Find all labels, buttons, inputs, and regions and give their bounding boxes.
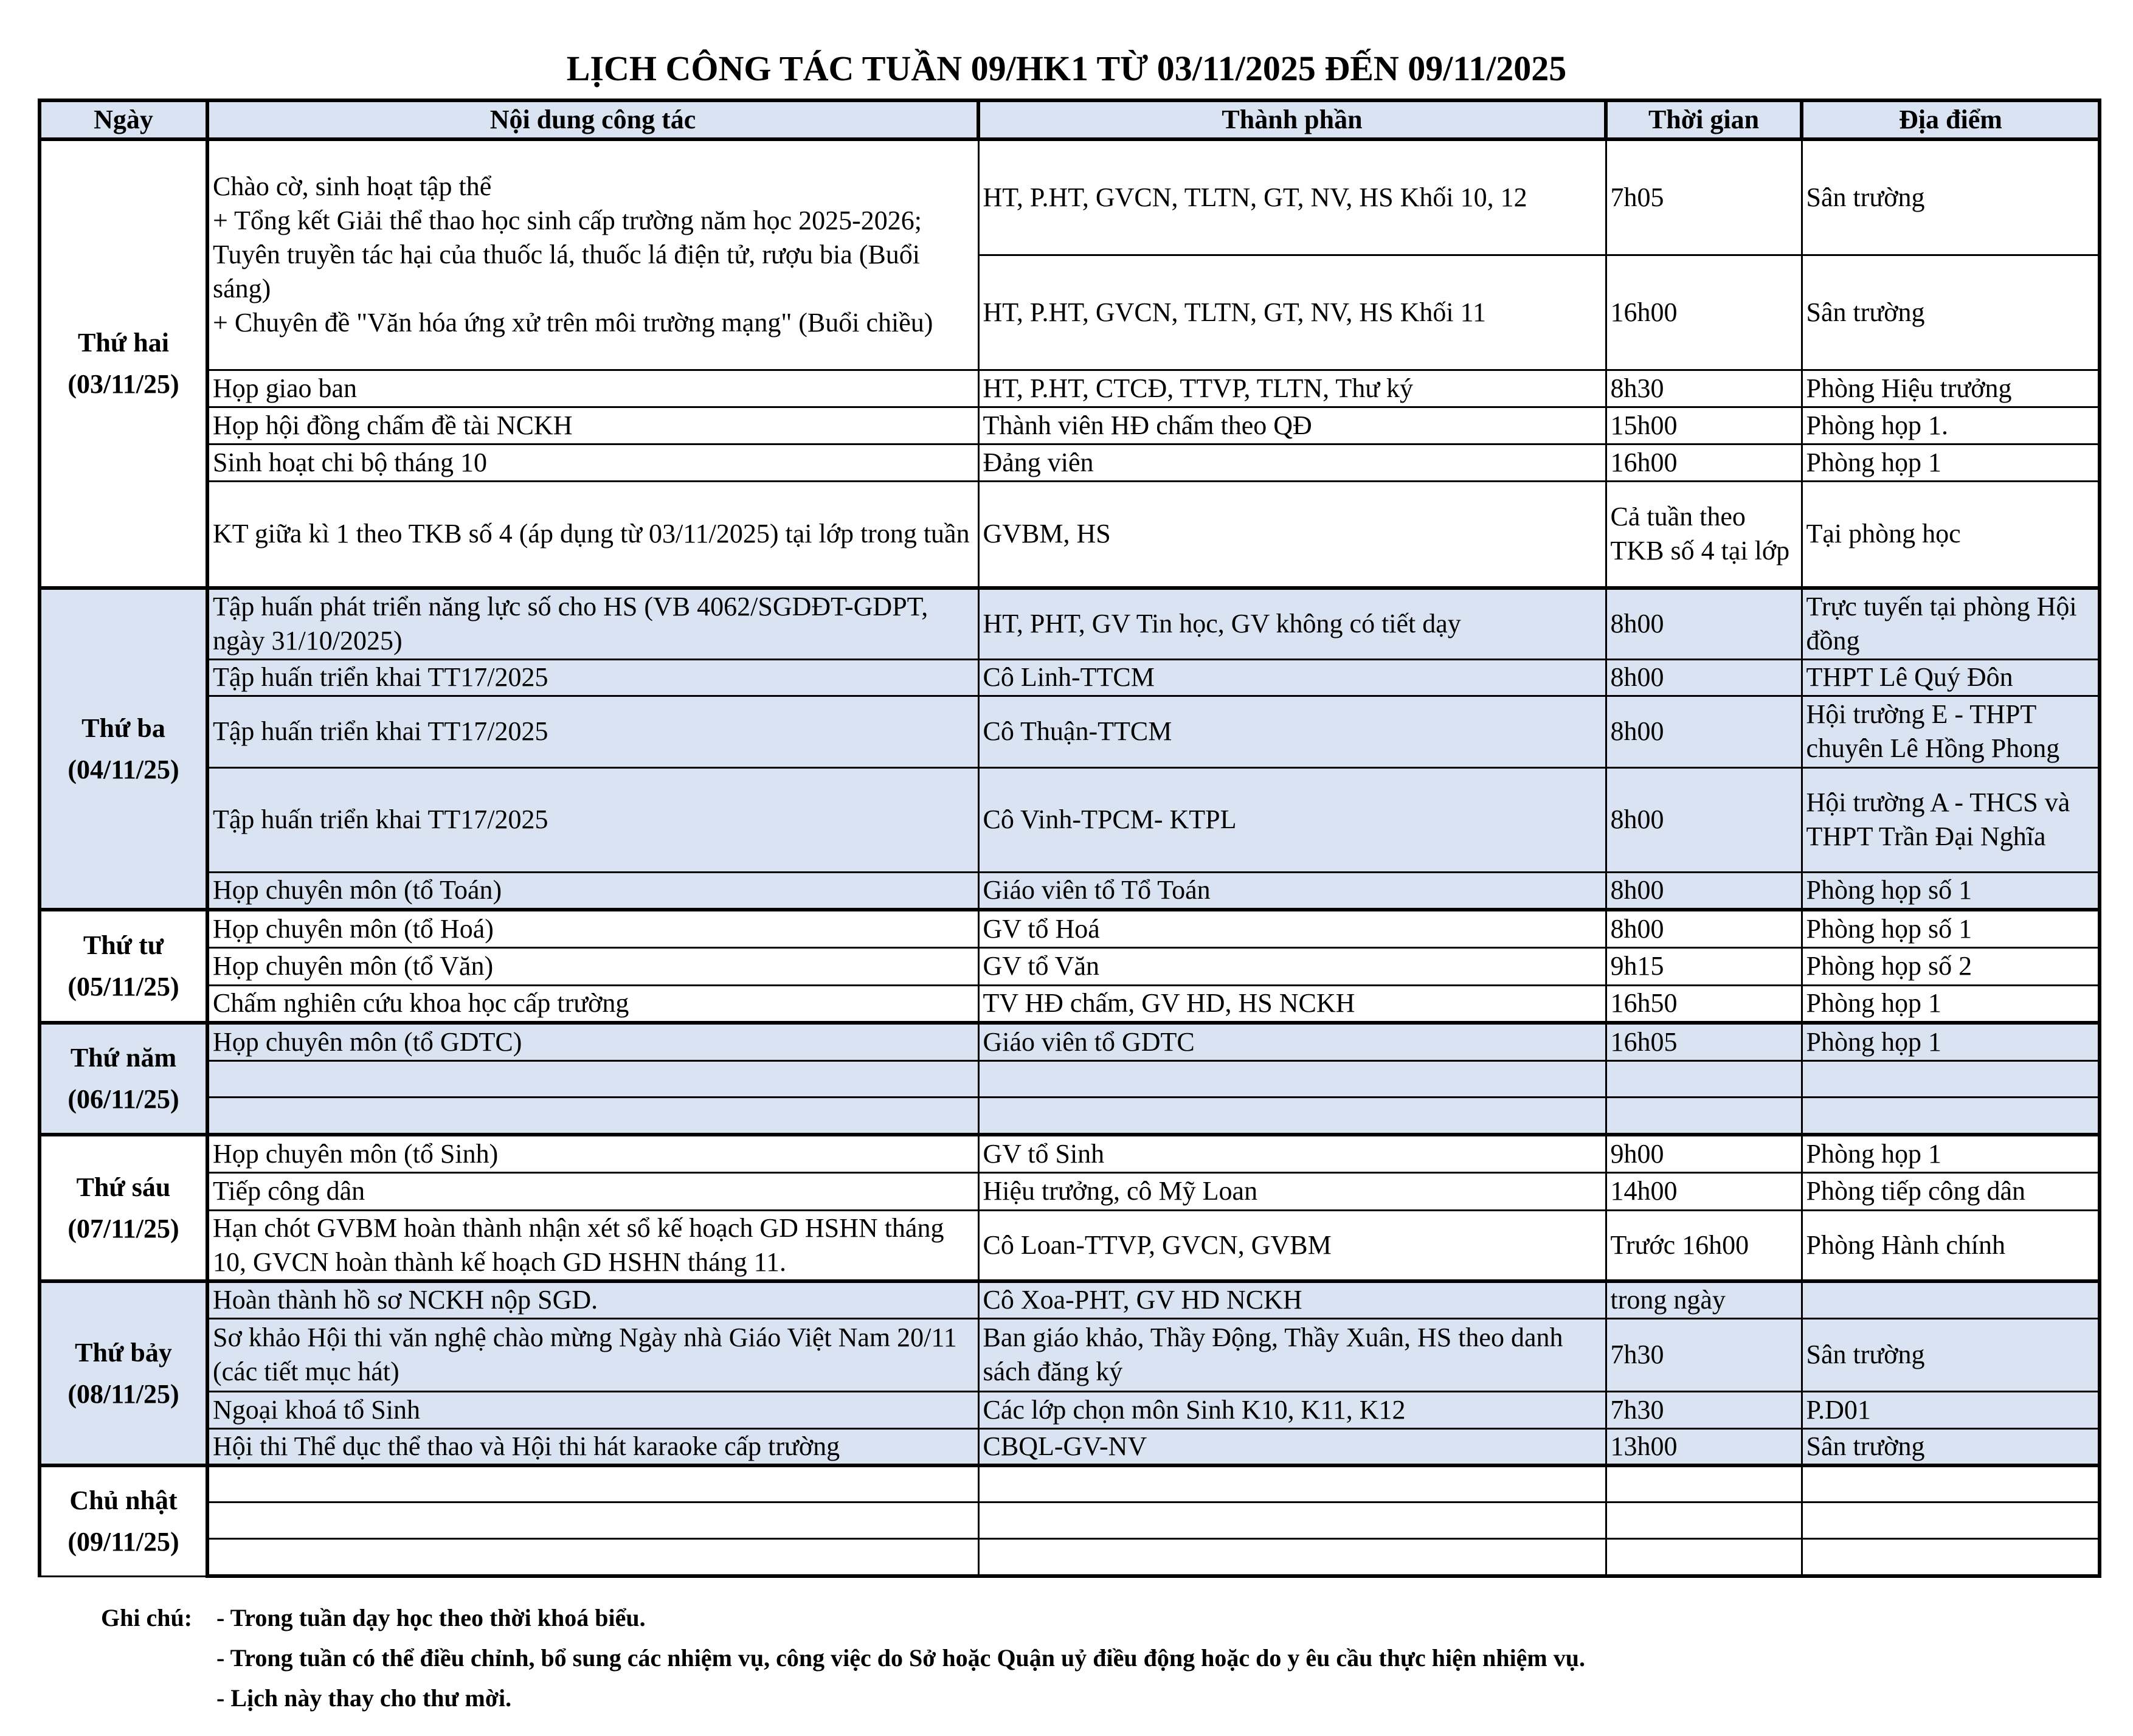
time-cell: [1606, 1060, 1802, 1097]
table-row: [40, 1172, 2100, 1210]
day-date: (03/11/25): [67, 369, 179, 399]
table-row: [40, 1281, 2100, 1318]
table-row: [40, 1210, 2100, 1281]
table-row: [40, 407, 2100, 444]
day-name: Chủ nhật: [69, 1485, 178, 1515]
day-cell: [40, 910, 207, 1023]
content-cell: [207, 1502, 978, 1538]
content-cell: [207, 1097, 978, 1135]
time-cell: Cả tuần theo TKB số 4 tại lớp: [1606, 481, 1802, 588]
day-name: Thứ năm: [70, 1043, 177, 1073]
content-cell: Chấm nghiên cứu khoa học cấp trường: [207, 985, 978, 1023]
place-cell: Phòng họp 1: [1802, 1023, 2100, 1060]
day-cell: [40, 139, 207, 588]
time-cell: 9h15: [1606, 947, 1802, 985]
time-cell: 8h00: [1606, 588, 1802, 659]
day-cell: [40, 1281, 207, 1465]
header-time: Thời gian: [1606, 100, 1802, 139]
place-cell: [1802, 1281, 2100, 1318]
content-cell: Tập huấn phát triển năng lực số cho HS (VB 4062/SGDĐT-GDPT, ngày 31/10/2025): [207, 588, 978, 659]
place-cell: P.D01: [1802, 1391, 2100, 1428]
content-cell: [207, 1060, 978, 1097]
content-cell: Sơ khảo Hội thi văn nghệ chào mừng Ngày nhà Giáo Việt Nam 20/11 (các tiết mục hát): [207, 1318, 978, 1391]
time-cell: [1606, 1502, 1802, 1538]
place-cell: Sân trường: [1802, 1318, 2100, 1391]
place-cell: Phòng họp số 1: [1802, 910, 2100, 947]
place-cell: Tại phòng học: [1802, 481, 2100, 588]
table-row: [40, 370, 2100, 407]
place-cell: Phòng Hiệu trưởng: [1802, 370, 2100, 407]
participants-cell: GV tổ Hoá: [978, 910, 1606, 947]
time-cell: 9h00: [1606, 1135, 1802, 1172]
table-row: [40, 1097, 2100, 1135]
participants-cell: HT, P.HT, CTCĐ, TTVP, TLTN, Thư ký: [978, 370, 1606, 407]
participants-cell: Cô Linh-TTCM: [978, 659, 1606, 696]
day-cell: [40, 588, 207, 910]
notes-lines: [216, 1598, 2101, 1718]
time-cell: 8h00: [1606, 872, 1802, 910]
day-cell: [40, 1023, 207, 1135]
content-cell: Tập huấn triển khai TT17/2025: [207, 767, 978, 872]
day-name: Thứ bảy: [75, 1337, 172, 1368]
content-cell: Họp chuyên môn (tổ Toán): [207, 872, 978, 910]
participants-cell: GV tổ Văn: [978, 947, 1606, 985]
day-cell: [40, 1465, 207, 1576]
participants-cell: [978, 1060, 1606, 1097]
header-day: Ngày: [40, 100, 207, 139]
participants-cell: HT, PHT, GV Tin học, GV không có tiết dạy: [978, 588, 1606, 659]
participants-cell: Hiệu trưởng, cô Mỹ Loan: [978, 1172, 1606, 1210]
day-group-sunday: [40, 1465, 2100, 1576]
participants-cell: [978, 1097, 1606, 1135]
page-title: LỊCH CÔNG TÁC TUẦN 09/HK1 TỪ 03/11/2025 ĐẾN 09/11/2025: [566, 49, 1567, 88]
place-cell: THPT Lê Quý Đôn: [1802, 659, 2100, 696]
time-cell: 8h00: [1606, 659, 1802, 696]
place-cell: Phòng họp 1: [1802, 1135, 2100, 1172]
participants-cell: Đảng viên: [978, 444, 1606, 481]
content-cell: Tập huấn triển khai TT17/2025: [207, 696, 978, 767]
day-cell: [40, 1135, 207, 1281]
table-row: [40, 1465, 2100, 1502]
participants-cell: Các lớp chọn môn Sinh K10, K11, K12: [978, 1391, 1606, 1428]
day-name: Thứ ba: [81, 713, 165, 743]
participants-cell: GV tổ Sinh: [978, 1135, 1606, 1172]
place-cell: Sân trường: [1802, 139, 2100, 255]
table-row: [40, 659, 2100, 696]
place-cell: Phòng họp 1: [1802, 444, 2100, 481]
table-row: [40, 481, 2100, 588]
place-cell: Sân trường: [1802, 255, 2100, 370]
participants-cell: Cô Vinh-TPCM- KTPL: [978, 767, 1606, 872]
content-cell: Hoàn thành hồ sơ NCKH nộp SGD.: [207, 1281, 978, 1318]
day-group-tuesday: [40, 588, 2100, 910]
time-cell: 16h05: [1606, 1023, 1802, 1060]
note-line: - Lịch này thay cho thư mời.: [216, 1684, 512, 1712]
participants-cell: Cô Loan-TTVP, GVCN, GVBM: [978, 1210, 1606, 1281]
content-cell: Sinh hoạt chi bộ tháng 10: [207, 444, 978, 481]
participants-cell: TV HĐ chấm, GV HD, HS NCKH: [978, 985, 1606, 1023]
place-cell: Phòng họp số 1: [1802, 872, 2100, 910]
place-cell: Phòng họp 1: [1802, 985, 2100, 1023]
participants-cell: Giáo viên tổ GDTC: [978, 1023, 1606, 1060]
place-cell: Phòng Hành chính: [1802, 1210, 2100, 1281]
time-cell: [1606, 1538, 1802, 1576]
table-row: [40, 910, 2100, 947]
place-cell: Phòng tiếp công dân: [1802, 1172, 2100, 1210]
table-row: [40, 696, 2100, 767]
note-line: - Trong tuần có thể điều chỉnh, bổ sung các nhiệm vụ, công việc do Sở hoặc Quận uỷ điều động hoặc do y êu cầu thực hiện nhiệm vụ.: [216, 1644, 1585, 1672]
content-cell: Hội thi Thể dục thể thao và Hội thi hát karaoke cấp trường: [207, 1428, 978, 1465]
content-cell: [207, 1538, 978, 1576]
time-cell: 15h00: [1606, 407, 1802, 444]
day-name: Thứ sáu: [76, 1172, 171, 1202]
content-cell: Tập huấn triển khai TT17/2025: [207, 659, 978, 696]
day-group-monday: [40, 139, 2100, 588]
day-group-friday: [40, 1135, 2100, 1281]
day-date: (05/11/25): [67, 972, 179, 1001]
table-row: [40, 767, 2100, 872]
day-name: Thứ tư: [83, 930, 164, 960]
content-cell: Họp chuyên môn (tổ GDTC): [207, 1023, 978, 1060]
participants-cell: HT, P.HT, GVCN, TLTN, GT, NV, HS Khối 11: [978, 255, 1606, 370]
time-cell: 14h00: [1606, 1172, 1802, 1210]
participants-cell: [978, 1465, 1606, 1502]
time-cell: 8h00: [1606, 767, 1802, 872]
participants-cell: [978, 1538, 1606, 1576]
content-cell: Họp chuyên môn (tổ Hoá): [207, 910, 978, 947]
content-cell: KT giữa kì 1 theo TKB số 4 (áp dụng từ 03/11/2025) tại lớp trong tuần: [207, 481, 978, 588]
table-row: [40, 1135, 2100, 1172]
table-row: [40, 1391, 2100, 1428]
day-group-thursday: [40, 1023, 2100, 1135]
schedule-table: [38, 99, 2101, 1578]
day-date: (04/11/25): [67, 754, 179, 784]
header-participants: Thành phần: [978, 100, 1606, 139]
table-row: [40, 1023, 2100, 1060]
content-cell: Tiếp công dân: [207, 1172, 978, 1210]
time-cell: 13h00: [1606, 1428, 1802, 1465]
time-cell: 16h00: [1606, 255, 1802, 370]
table-row: [40, 444, 2100, 481]
content-cell: Chào cờ, sinh hoạt tập thể + Tổng kết Giải thể thao học sinh cấp trường năm học 2025-2026; Tuyên truyền tác hại của thuốc lá, thuốc lá điện tử, rượu bia (Buổi sáng) + Chuyên đề "Văn hóa ứng xử trên môi trường mạng" (Buổi chiều): [207, 139, 978, 370]
table-row: [40, 1428, 2100, 1465]
place-cell: [1802, 1502, 2100, 1538]
place-cell: Hội trường E - THPT chuyên Lê Hồng Phong: [1802, 696, 2100, 767]
time-cell: trong ngày: [1606, 1281, 1802, 1318]
participants-cell: [978, 1502, 1606, 1538]
time-cell: 7h30: [1606, 1318, 1802, 1391]
note-line: - Trong tuần dạy học theo thời khoá biểu.: [216, 1604, 646, 1631]
content-cell: Hạn chót GVBM hoàn thành nhận xét sổ kế hoạch GD HSHN tháng 10, GVCN hoàn thành kế hoạch GD HSHN tháng 11.: [207, 1210, 978, 1281]
table-row: [40, 947, 2100, 985]
table-row: [40, 1318, 2100, 1391]
table-row: [40, 872, 2100, 910]
day-date: (08/11/25): [67, 1378, 179, 1409]
place-cell: Sân trường: [1802, 1428, 2100, 1465]
table-row: [40, 1538, 2100, 1576]
place-cell: Trực tuyến tại phòng Hội đồng: [1802, 588, 2100, 659]
notes-label: Ghi chú:: [101, 1604, 193, 1631]
header-content: Nội dung công tác: [207, 100, 978, 139]
time-cell: 8h00: [1606, 910, 1802, 947]
table-row: [40, 139, 2100, 255]
participants-cell: HT, P.HT, GVCN, TLTN, GT, NV, HS Khối 10, 12: [978, 139, 1606, 255]
place-cell: [1802, 1465, 2100, 1502]
day-group-wednesday: [40, 910, 2100, 1023]
time-cell: 8h30: [1606, 370, 1802, 407]
participants-cell: Cô Thuận-TTCM: [978, 696, 1606, 767]
participants-cell: CBQL-GV-NV: [978, 1428, 1606, 1465]
time-cell: 8h00: [1606, 696, 1802, 767]
day-group-saturday: [40, 1281, 2100, 1465]
time-cell: [1606, 1465, 1802, 1502]
time-cell: Trước 16h00: [1606, 1210, 1802, 1281]
day-date: (09/11/25): [67, 1526, 179, 1557]
content-cell: Họp chuyên môn (tổ Sinh): [207, 1135, 978, 1172]
table-row: [40, 1060, 2100, 1097]
place-cell: Phòng họp số 2: [1802, 947, 2100, 985]
place-cell: Hội trường A - THCS và THPT Trần Đại Nghĩa: [1802, 767, 2100, 872]
content-cell: Họp chuyên môn (tổ Văn): [207, 947, 978, 985]
table-row: [40, 985, 2100, 1023]
time-cell: [1606, 1097, 1802, 1135]
time-cell: 7h30: [1606, 1391, 1802, 1428]
header-place: Địa điểm: [1802, 100, 2100, 139]
place-cell: [1802, 1097, 2100, 1135]
content-cell: Ngoại khoá tổ Sinh: [207, 1391, 978, 1428]
time-cell: 16h00: [1606, 444, 1802, 481]
participants-cell: Ban giáo khảo, Thầy Động, Thầy Xuân, HS theo danh sách đăng ký: [978, 1318, 1606, 1391]
content-cell: [207, 1465, 978, 1502]
place-cell: [1802, 1538, 2100, 1576]
header-row: [40, 100, 2100, 139]
participants-cell: Cô Xoa-PHT, GV HD NCKH: [978, 1281, 1606, 1318]
table-row: [40, 1502, 2100, 1538]
table-row: [40, 588, 2100, 659]
time-cell: 16h50: [1606, 985, 1802, 1023]
day-name: Thứ hai: [78, 328, 169, 358]
content-cell: Họp giao ban: [207, 370, 978, 407]
day-date: (06/11/25): [67, 1084, 179, 1114]
place-cell: [1802, 1060, 2100, 1097]
participants-cell: Giáo viên tổ Tổ Toán: [978, 872, 1606, 910]
day-date: (07/11/25): [67, 1213, 179, 1243]
place-cell: Phòng họp 1.: [1802, 407, 2100, 444]
participants-cell: Thành viên HĐ chấm theo QĐ: [978, 407, 1606, 444]
time-cell: 7h05: [1606, 139, 1802, 255]
participants-cell: GVBM, HS: [978, 481, 1606, 588]
content-cell: Họp hội đồng chấm đề tài NCKH: [207, 407, 978, 444]
